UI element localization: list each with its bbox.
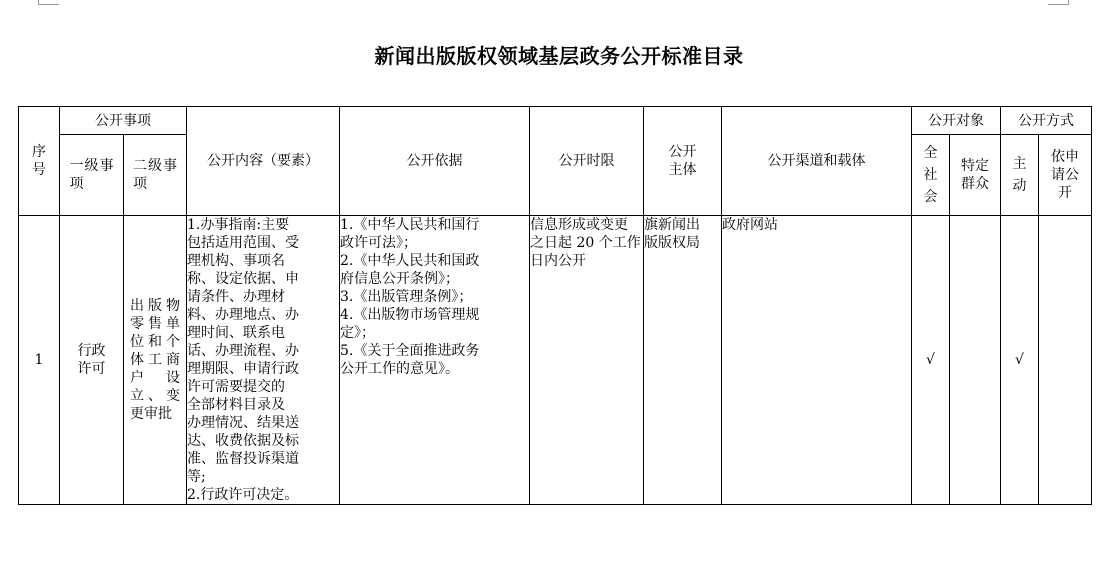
header-time-limit: 公开时限 bbox=[530, 107, 644, 216]
header-level2: 二级事项 bbox=[124, 135, 187, 216]
header-row-1 bbox=[19, 107, 1092, 135]
table-row bbox=[19, 216, 1092, 505]
cell-on-request-check bbox=[1039, 216, 1092, 505]
header-specific-group: 特定群众 bbox=[950, 135, 1001, 216]
header-content: 公开内容（要素） bbox=[187, 107, 340, 216]
header-audience-group: 公开对象 bbox=[912, 107, 1001, 135]
document-title: 新闻出版版权领域基层政务公开标准目录 bbox=[374, 44, 744, 68]
header-channel: 公开渠道和载体 bbox=[722, 107, 912, 216]
cell-specific-group-check bbox=[950, 216, 1001, 505]
catalog-table bbox=[18, 106, 1092, 505]
cell-active-check: √ bbox=[1001, 216, 1039, 505]
page-corner-mark-left bbox=[38, 0, 59, 5]
cell-level2: 出版物零售单位和个体工商户设立、变更审批 bbox=[124, 216, 187, 505]
header-level1: 一级事项 bbox=[60, 135, 124, 216]
header-on-request: 依申请公开 bbox=[1039, 135, 1092, 216]
cell-time-limit: 信息形成或变更 之日起 20 个工作 日内公开 bbox=[530, 216, 644, 505]
page-corner-mark-right bbox=[1048, 0, 1069, 5]
cell-basis: 1.《中华人民共和国行 政许可法》； 2.《中华人民共和国政 府信息公开条例》； 3.《出版管理条例》； 4.《出版物市场管理规 定》； 5.《关于全面推进政务 公开工作的意见》。 bbox=[340, 216, 530, 505]
header-index: 序号 bbox=[19, 107, 60, 216]
cell-content: 1.办事指南:主要 包括适用范围、受 理机构、事项名 称、设定依据、申 请条件、办理材 料、办理地点、办 理时间、联系电 话、办理流程、办 理期限、申请行政 许可需要提交的 全部材料目录及 办理情况、结果送 达、收费依据及标 准、监督投诉渠道 等; 2.行政许可决定。 bbox=[187, 216, 340, 505]
header-method-group: 公开方式 bbox=[1001, 107, 1092, 135]
header-active: 主动 bbox=[1001, 135, 1039, 216]
cell-whole-society-check: √ bbox=[912, 216, 950, 505]
cell-index: 1 bbox=[19, 216, 60, 505]
header-matters-group: 公开事项 bbox=[60, 107, 187, 135]
cell-level1: 行政许可 bbox=[60, 216, 124, 505]
cell-channel: 政府网站 bbox=[722, 216, 912, 505]
header-whole-society: 全社会 bbox=[912, 135, 950, 216]
header-basis: 公开依据 bbox=[340, 107, 530, 216]
header-subject: 公开主体 bbox=[644, 107, 722, 216]
cell-subject: 旗新闻出 版版权局 bbox=[644, 216, 722, 505]
